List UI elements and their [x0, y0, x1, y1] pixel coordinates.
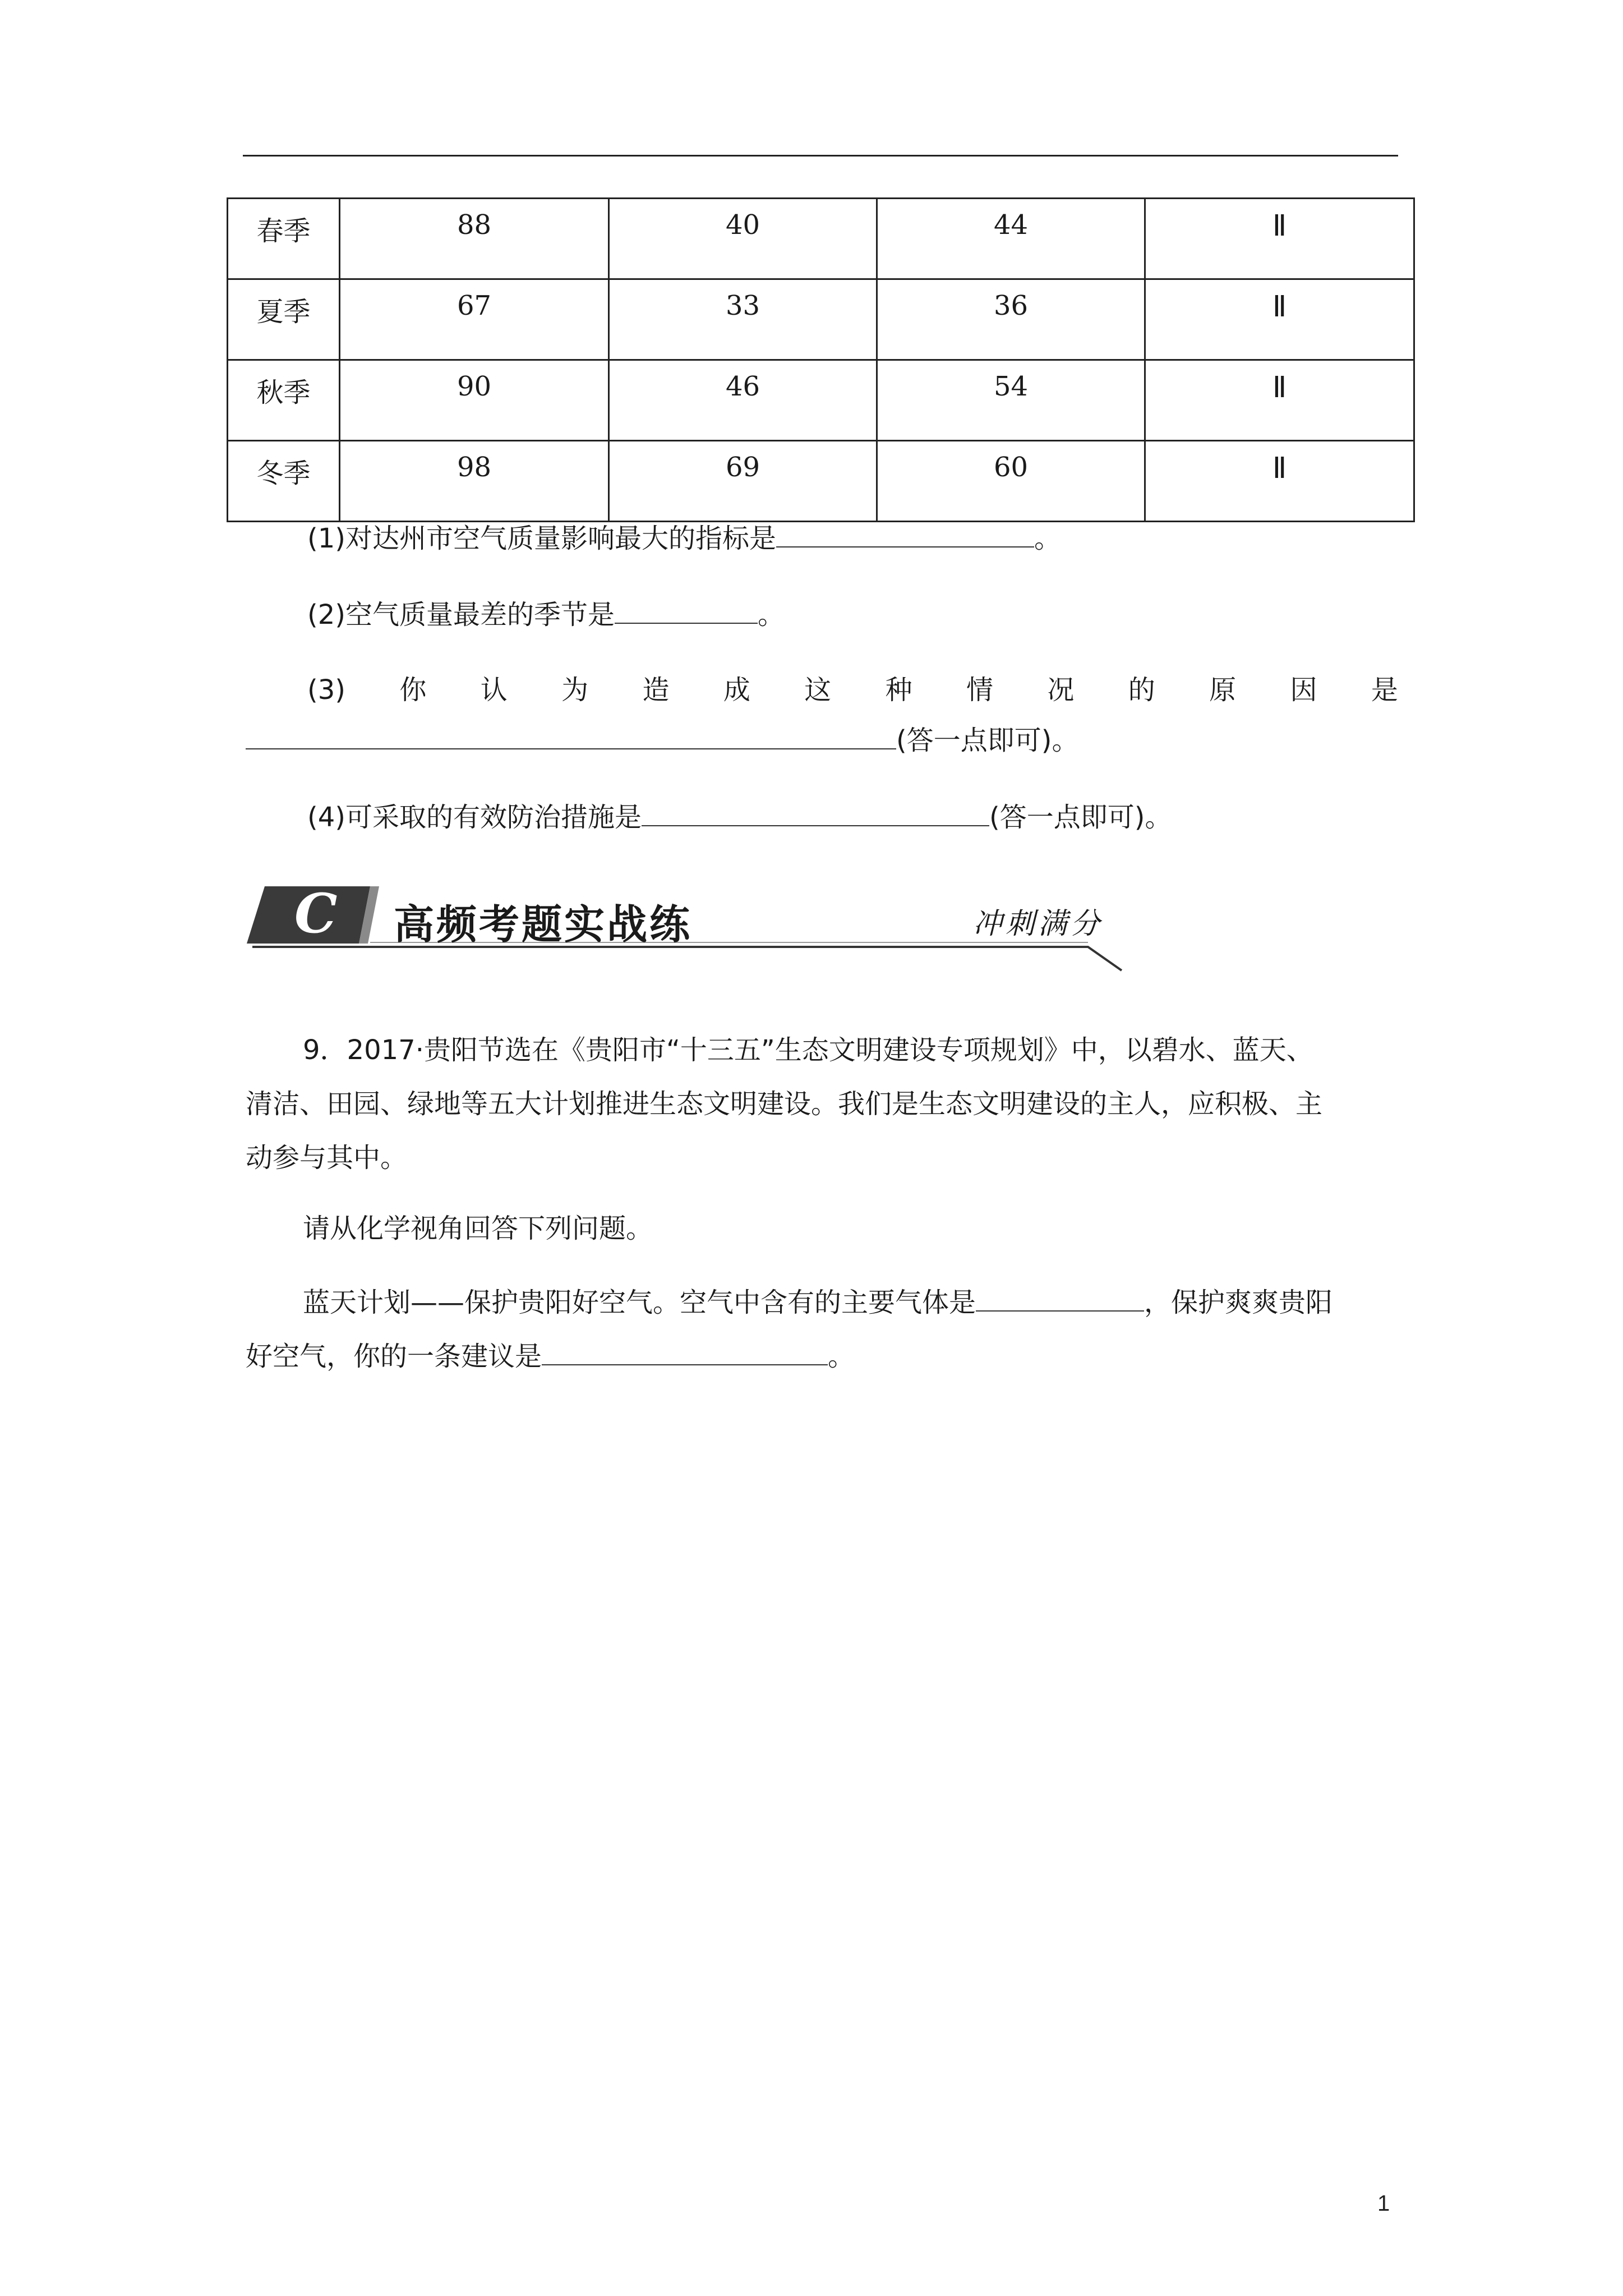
problem-9-line-1: 9．2017·贵阳节选在《贵阳市“十三五”生态文明建设专项规划》中，以碧水、蓝天、 [303, 1034, 1313, 1066]
value-cell: 36 [877, 279, 1145, 360]
grade-cell: Ⅱ [1145, 279, 1414, 360]
question-3-answer-blank[interactable] [246, 724, 896, 749]
question-4-text: 可采取的有效防治措施是 [345, 802, 642, 833]
question-1-label: (1) [307, 523, 345, 554]
suggestion-answer-blank[interactable] [542, 1340, 828, 1365]
value-cell: 46 [609, 360, 877, 441]
question-3: (3) 你 认 为 造 成 这 种 情 况 的 原 因 是 [307, 674, 1398, 706]
banner-letter: C [294, 882, 338, 945]
problem-9-line-3: 动参与其中。 [246, 1142, 408, 1174]
blue-sky-line-2: 好空气，你的一条建议是 。 [246, 1341, 855, 1372]
page-number: 1 [1377, 2191, 1390, 2216]
grade-cell: Ⅱ [1145, 199, 1414, 279]
season-cell: 春季 [228, 199, 340, 279]
question-1-text: 对达州市空气质量影响最大的指标是 [345, 523, 777, 554]
season-cell: 秋季 [228, 360, 340, 441]
question-3-continuation: (答一点即可)。 [246, 724, 1078, 757]
header-rule [243, 155, 1398, 157]
question-2-answer-blank[interactable] [615, 598, 758, 624]
season-air-quality-table [227, 197, 1415, 522]
banner-subtitle: 冲刺满分 [973, 907, 1104, 941]
grade-cell: Ⅱ [1145, 441, 1414, 522]
question-2: (2)空气质量最差的季节是 。 [307, 599, 785, 631]
value-cell: 88 [340, 199, 609, 279]
table-row [228, 441, 1414, 522]
question-2-label: (2) [307, 599, 345, 631]
question-4-label: (4) [307, 802, 345, 833]
value-cell: 90 [340, 360, 609, 441]
question-1: (1)对达州市空气质量影响最大的指标是 。 [307, 523, 1062, 554]
question-4: (4)可采取的有效防治措施是 (答一点即可)。 [307, 802, 1172, 833]
grade-cell: Ⅱ [1145, 360, 1414, 441]
value-cell: 44 [877, 199, 1145, 279]
main-gas-answer-blank[interactable] [976, 1286, 1144, 1312]
question-2-text: 空气质量最差的季节是 [345, 599, 615, 631]
value-cell: 33 [609, 279, 877, 360]
question-3-label: (3) [307, 674, 345, 706]
problem-9-line-2: 清洁、田园、绿地等五大计划推进生态文明建设。我们是生态文明建设的主人，应积极、主 [246, 1088, 1323, 1120]
season-cell: 夏季 [228, 279, 340, 360]
banner-title: 高频考题实战练 [394, 901, 693, 948]
problem-9-prompt: 请从化学视角回答下列问题。 [303, 1213, 653, 1244]
table-row [228, 279, 1414, 360]
blue-sky-line-1: 蓝天计划——保护贵阳好空气。空气中含有的主要气体是 ，保护爽爽贵阳 [303, 1287, 1333, 1318]
season-cell: 冬季 [228, 441, 340, 522]
question-4-answer-blank[interactable] [642, 800, 989, 826]
value-cell: 40 [609, 199, 877, 279]
table-row [228, 360, 1414, 441]
table-row [228, 199, 1414, 279]
value-cell: 69 [609, 441, 877, 522]
value-cell: 67 [340, 279, 609, 360]
value-cell: 60 [877, 441, 1145, 522]
value-cell: 98 [340, 441, 609, 522]
value-cell: 54 [877, 360, 1145, 441]
question-1-answer-blank[interactable] [776, 522, 1034, 547]
section-banner [247, 881, 1133, 982]
